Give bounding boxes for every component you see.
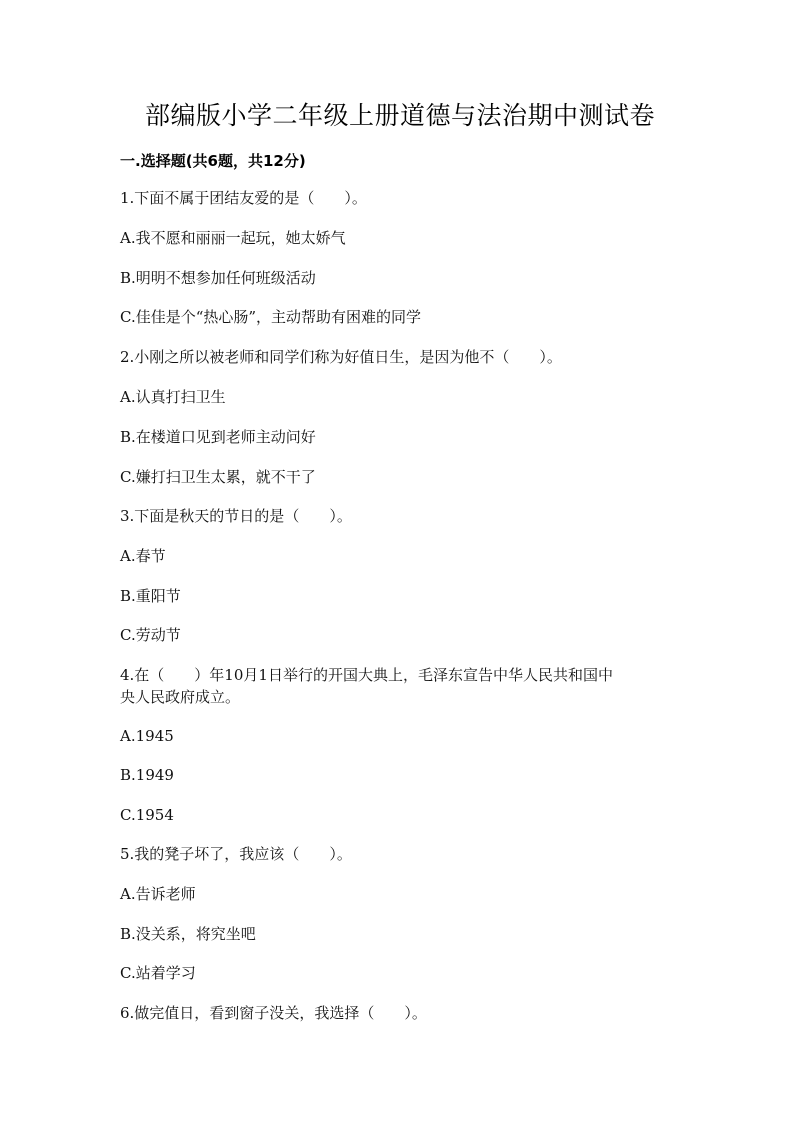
question-1-option-a: A.我不愿和丽丽一起玩，她太娇气 bbox=[120, 229, 346, 247]
question-5-option-c: C.站着学习 bbox=[120, 964, 196, 982]
question-4-option-c: C.1954 bbox=[120, 806, 174, 824]
question-1: 1.下面不属于团结友爱的是（ ）。 bbox=[120, 189, 367, 207]
question-1-option-c: C.佳佳是个“热心肠”，主动帮助有困难的同学 bbox=[120, 308, 422, 326]
question-3-option-b: B.重阳节 bbox=[120, 587, 181, 605]
section-heading: 一.选择题(共6题，共12分) bbox=[120, 152, 306, 170]
question-5-option-b: B.没关系，将究坐吧 bbox=[120, 925, 256, 943]
question-2-option-c: C.嫌打扫卫生太累，就不干了 bbox=[120, 468, 316, 486]
page-title: 部编版小学二年级上册道德与法治期中测试卷 bbox=[144, 101, 655, 130]
question-2-option-b: B.在楼道口见到老师主动问好 bbox=[120, 428, 316, 446]
question-5-option-a: A.告诉老师 bbox=[120, 885, 196, 903]
question-4-option-a: A.1945 bbox=[120, 727, 174, 745]
question-3-option-a: A.春节 bbox=[120, 547, 166, 565]
question-3: 3.下面是秋天的节日的是（ ）。 bbox=[120, 507, 352, 525]
question-2-option-a: A.认真打扫卫生 bbox=[120, 388, 226, 406]
question-4-line-1: 4.在（ ）年10月1日举行的开国大典上，毛泽东宣告中华人民共和国中 bbox=[120, 666, 613, 684]
question-1-option-b: B.明明不想参加任何班级活动 bbox=[120, 269, 316, 287]
question-2: 2.小刚之所以被老师和同学们称为好值日生，是因为他不（ ）。 bbox=[120, 348, 562, 366]
question-3-option-c: C.劳动节 bbox=[120, 626, 181, 644]
question-4-option-b: B.1949 bbox=[120, 766, 174, 784]
question-5: 5.我的凳子坏了，我应该（ ）。 bbox=[120, 845, 352, 863]
question-4-line-2: 央人民政府成立。 bbox=[120, 688, 241, 706]
question-6: 6.做完值日，看到窗子没关，我选择（ ）。 bbox=[120, 1004, 427, 1022]
